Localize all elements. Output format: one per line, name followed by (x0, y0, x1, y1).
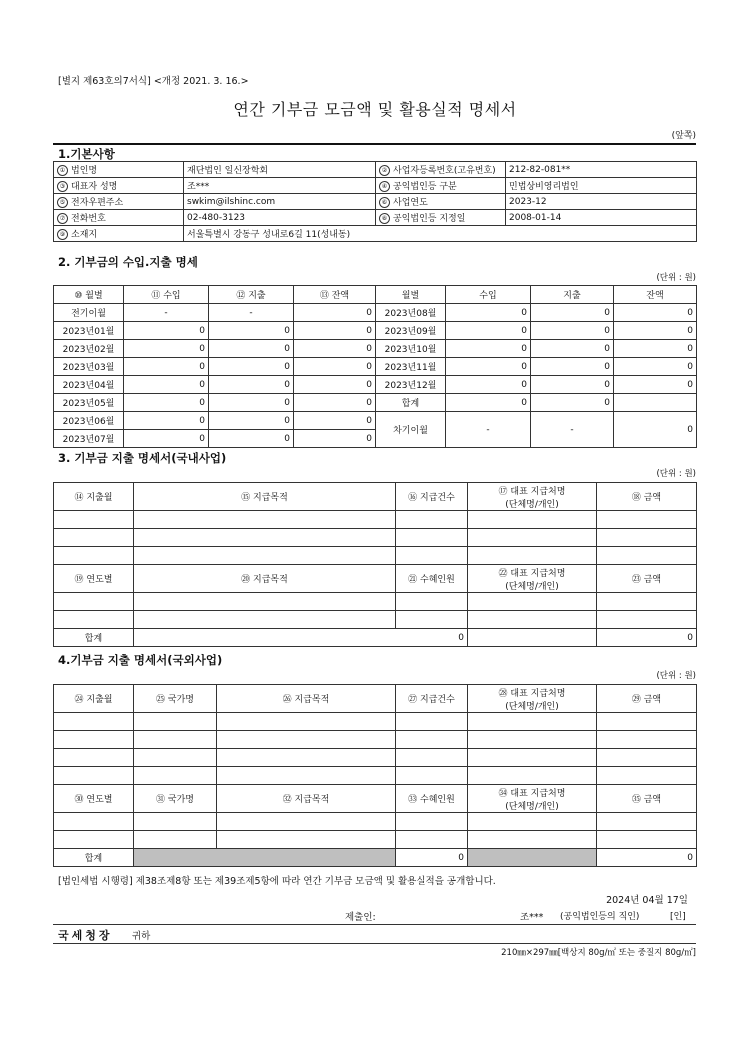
cell: ⑩ 월별 (54, 286, 124, 304)
cell: 2023년03월 (54, 358, 124, 376)
section-3-title: 3. 기부금 지출 명세서(국내사업) (58, 451, 227, 465)
cell (54, 529, 134, 547)
cell (134, 849, 396, 867)
cell: 0 (124, 340, 209, 358)
cell: 0 (209, 358, 294, 376)
header-row (54, 286, 697, 304)
cell (217, 813, 396, 831)
cell: 0 (294, 394, 376, 412)
cell: ㉗ 지급건수 (396, 685, 468, 713)
cell (396, 813, 468, 831)
cell: ⑫ 지출 (209, 286, 294, 304)
cell (597, 529, 697, 547)
overseas-expense-table (53, 684, 697, 867)
cell: 0 (209, 340, 294, 358)
cell (134, 547, 396, 565)
paper-spec: 210㎜×297㎜[백상지 80g/㎡ 또는 중질지 80g/㎡] (501, 948, 696, 958)
section-1-title: 1.기본사항 (58, 147, 115, 161)
section-4-unit: (단위 : 원) (656, 671, 696, 681)
cell (597, 731, 697, 749)
table-row (54, 713, 697, 731)
cell: ㉜ 지급목적 (217, 785, 396, 813)
label-text: 대표자 성명 (71, 182, 118, 192)
front-side-label: (앞쪽) (671, 131, 696, 141)
cell (468, 831, 597, 849)
table-row (54, 731, 697, 749)
cell (54, 831, 134, 849)
section-4-title: 4.기부금 지출 명세서(국외사업) (58, 653, 223, 667)
cell: 2023년08월 (376, 304, 446, 322)
number-circle: ④ (379, 181, 390, 192)
cell: ⑪ 수입 (124, 286, 209, 304)
cell (396, 529, 468, 547)
cell (396, 593, 468, 611)
header-row (54, 685, 697, 713)
cell: 전기이월 (54, 304, 124, 322)
label-cell (376, 210, 506, 226)
cell (134, 593, 396, 611)
recipient-honorific: 귀하 (132, 931, 151, 942)
label-text: 공익법인등 지정일 (393, 214, 466, 224)
cell: ㉕ 국가명 (134, 685, 217, 713)
label-cell (376, 162, 506, 178)
cell: 0 (597, 849, 697, 867)
cell: 월별 (376, 286, 446, 304)
label-text: 소재지 (71, 230, 98, 240)
cell: ㉔ 지출월 (54, 685, 134, 713)
table-row (54, 376, 697, 394)
cell: 2023년10월 (376, 340, 446, 358)
seal-note: (공익법인등의 직인) (560, 912, 640, 922)
table-row (54, 322, 697, 340)
cell: 지출 (531, 286, 614, 304)
page-title: 연간 기부금 모금액 및 활용실적 명세서 (233, 100, 517, 119)
cell (217, 767, 396, 785)
header-cell (468, 483, 597, 511)
cell: 0 (294, 322, 376, 340)
cell: 2008-01-14 (506, 210, 697, 226)
cell: ㉙ 금액 (597, 685, 697, 713)
cell (54, 611, 134, 629)
cell: 재단법인 일신장학회 (184, 162, 376, 178)
cell: 민법상비영리법인 (506, 178, 697, 194)
cell: 0 (446, 322, 531, 340)
label-cell (54, 210, 184, 226)
cell: 합계 (376, 394, 446, 412)
table-row (54, 358, 697, 376)
number-circle: ② (379, 165, 390, 176)
header-line: ⑰ 대표 지급처명 (498, 486, 566, 497)
basic-info-table (53, 161, 697, 242)
table-row (54, 593, 697, 611)
table-row (54, 813, 697, 831)
cell (134, 511, 396, 529)
cell (396, 731, 468, 749)
total-row (54, 629, 697, 647)
cell: 0 (124, 322, 209, 340)
number-circle: ③ (57, 181, 68, 192)
cell (396, 713, 468, 731)
cell (468, 529, 597, 547)
cell: 0 (294, 412, 376, 430)
cell: ㉛ 국가명 (134, 785, 217, 813)
header-line: (단체명/개인) (505, 581, 559, 592)
cell (217, 731, 396, 749)
cell: 0 (531, 322, 614, 340)
table-row (54, 340, 697, 358)
cell: ㉚ 연도별 (54, 785, 134, 813)
cell: 수입 (446, 286, 531, 304)
cell (468, 731, 597, 749)
legal-notice: [법인세법 시행령] 제38조제8항 또는 제39조제5항에 따라 연간 기부금 모금액 및 활용실적을 공개합니다. (58, 876, 496, 887)
cell: 0 (614, 340, 697, 358)
header-row (54, 785, 697, 813)
cell: ㉖ 지급목적 (217, 685, 396, 713)
cell: 0 (531, 376, 614, 394)
table-row (54, 178, 697, 194)
cell: 0 (531, 304, 614, 322)
table-row (54, 226, 697, 242)
cell (468, 813, 597, 831)
cell (396, 767, 468, 785)
cell: ㉟ 금액 (597, 785, 697, 813)
cell: ⑲ 연도별 (54, 565, 134, 593)
cell (597, 713, 697, 731)
cell: 차기이월 (376, 412, 446, 448)
cell: 0 (531, 394, 614, 412)
cell: 0 (124, 412, 209, 430)
cell: 0 (446, 358, 531, 376)
cell (54, 593, 134, 611)
label-text: 전자우편주소 (71, 198, 124, 208)
cell: - (209, 304, 294, 322)
header-cell (468, 685, 597, 713)
cell (134, 713, 217, 731)
cell: 0 (209, 394, 294, 412)
table-row (54, 210, 697, 226)
label-cell (376, 194, 506, 210)
cell: 0 (124, 358, 209, 376)
form-number: [별지 제63호의7서식] <개정 2021. 3. 16.> (58, 76, 249, 87)
table-row (54, 394, 697, 412)
table-row (54, 547, 697, 565)
header-line: (단체명/개인) (505, 701, 559, 712)
cell (597, 511, 697, 529)
cell: 0 (134, 629, 468, 647)
label-text: 사업연도 (393, 198, 428, 208)
cell: 2023년07월 (54, 430, 124, 448)
cell (468, 511, 597, 529)
seal-mark: [인] (670, 912, 686, 922)
label-text: 법인명 (71, 166, 98, 176)
cell: ⑭ 지출월 (54, 483, 134, 511)
cell: 0 (614, 304, 697, 322)
label-cell (54, 178, 184, 194)
cell (134, 749, 217, 767)
cell: 0 (396, 849, 468, 867)
cell: ⑬ 잔액 (294, 286, 376, 304)
label-text: 사업자등록번호(고유번호) (393, 166, 496, 176)
cell: 02-480-3123 (184, 210, 376, 226)
cell: 0 (124, 376, 209, 394)
cell: 2023년09월 (376, 322, 446, 340)
income-expense-table (53, 285, 697, 448)
number-circle: ⑨ (57, 229, 68, 240)
cell: 0 (209, 412, 294, 430)
label-text: 전화번호 (71, 214, 106, 224)
cell: 0 (446, 340, 531, 358)
cell: 0 (209, 322, 294, 340)
total-row (54, 849, 697, 867)
cell: ㉓ 금액 (597, 565, 697, 593)
cell: 0 (446, 394, 531, 412)
cell (134, 767, 217, 785)
cell (217, 713, 396, 731)
cell: 잔액 (614, 286, 697, 304)
cell: 0 (124, 394, 209, 412)
cell (54, 767, 134, 785)
cell (597, 547, 697, 565)
cell: ⑯ 지급건수 (396, 483, 468, 511)
cell: ㉑ 수혜인원 (396, 565, 468, 593)
cell (468, 629, 597, 647)
cell: ㉝ 수혜인원 (396, 785, 468, 813)
header-line: ㉘ 대표 지급처명 (498, 688, 566, 699)
header-line: (단체명/개인) (505, 499, 559, 510)
cell: 2023년12월 (376, 376, 446, 394)
cell: 0 (209, 430, 294, 448)
cell (597, 749, 697, 767)
section-2-title: 2. 기부금의 수입.지출 명세 (58, 255, 198, 269)
section-3-unit: (단위 : 원) (656, 469, 696, 479)
cell (468, 713, 597, 731)
cell: 0 (294, 430, 376, 448)
table-row (54, 611, 697, 629)
cell (396, 511, 468, 529)
domestic-expense-table (53, 482, 697, 647)
cell: - (531, 412, 614, 448)
header-line: ㉒ 대표 지급처명 (498, 568, 566, 579)
cell: 0 (294, 376, 376, 394)
cell (54, 731, 134, 749)
cell: 0 (614, 358, 697, 376)
cell (597, 831, 697, 849)
cell (54, 749, 134, 767)
number-circle: ① (57, 165, 68, 176)
table-row (54, 767, 697, 785)
cell (217, 749, 396, 767)
cell: 조*** (184, 178, 376, 194)
cell: 0 (614, 322, 697, 340)
table-row (54, 194, 697, 210)
cell: 0 (294, 304, 376, 322)
cell (468, 767, 597, 785)
cell (468, 849, 597, 867)
cell: ⑳ 지급목적 (134, 565, 396, 593)
cell (396, 749, 468, 767)
cell (54, 547, 134, 565)
label-cell (54, 162, 184, 178)
cell: 0 (446, 376, 531, 394)
cell: 0 (124, 430, 209, 448)
cell: 0 (597, 629, 697, 647)
header-cell (468, 785, 597, 813)
cell: 0 (531, 358, 614, 376)
number-circle: ⑧ (379, 213, 390, 224)
number-circle: ⑥ (379, 197, 390, 208)
header-row (54, 483, 697, 511)
cell (217, 831, 396, 849)
table-row (54, 304, 697, 322)
cell: 2023년04월 (54, 376, 124, 394)
cell: 0 (531, 340, 614, 358)
cell (134, 831, 217, 849)
cell: 0 (446, 304, 531, 322)
label-cell (54, 194, 184, 210)
cell (134, 611, 396, 629)
table-row (54, 412, 697, 430)
cell: 0 (294, 340, 376, 358)
cell (468, 593, 597, 611)
table-row (54, 831, 697, 849)
cell: ⑱ 금액 (597, 483, 697, 511)
cell (54, 713, 134, 731)
section-2-unit: (단위 : 원) (656, 273, 696, 283)
cell: 0 (294, 358, 376, 376)
cell: ⑮ 지급목적 (134, 483, 396, 511)
label-text: 공익법인등 구분 (393, 182, 457, 192)
cell (396, 611, 468, 629)
cell (134, 731, 217, 749)
cell: 2023년02월 (54, 340, 124, 358)
cell: 2023-12 (506, 194, 697, 210)
cell: 0 (614, 412, 697, 448)
recipient: 국세청장 (58, 929, 113, 942)
cell: - (446, 412, 531, 448)
cell (54, 511, 134, 529)
cell (468, 749, 597, 767)
cell (134, 813, 217, 831)
cell (597, 813, 697, 831)
cell (54, 813, 134, 831)
cell (396, 831, 468, 849)
submitter-name: 조*** (520, 912, 544, 923)
cell: swkim@ilshinc.com (184, 194, 376, 210)
cell: - (124, 304, 209, 322)
cell (597, 611, 697, 629)
label-cell (54, 226, 184, 242)
submitter-label: 제출인: (345, 912, 376, 923)
cell: 0 (209, 376, 294, 394)
cell: 합계 (54, 629, 134, 647)
table-row (54, 529, 697, 547)
number-circle: ⑦ (57, 213, 68, 224)
cell: 서울특별시 강동구 성내로6길 11(성내동) (184, 226, 697, 242)
cell: 2023년06월 (54, 412, 124, 430)
cell (134, 529, 396, 547)
cell: 2023년05월 (54, 394, 124, 412)
number-circle: ⑤ (57, 197, 68, 208)
label-cell (376, 178, 506, 194)
cell: 합계 (54, 849, 134, 867)
cell (468, 611, 597, 629)
cell: 2023년11월 (376, 358, 446, 376)
cell (614, 394, 697, 412)
cell (597, 767, 697, 785)
cell: 0 (614, 376, 697, 394)
cell (468, 547, 597, 565)
header-cell (468, 565, 597, 593)
header-line: ㉞ 대표 지급처명 (498, 788, 566, 799)
cell (396, 547, 468, 565)
submission-date: 2024년 04월 17일 (606, 895, 688, 906)
table-row (54, 511, 697, 529)
cell (597, 593, 697, 611)
cell: 2023년01월 (54, 322, 124, 340)
table-row (54, 162, 697, 178)
table-row (54, 749, 697, 767)
header-line: (단체명/개인) (505, 801, 559, 812)
header-row (54, 565, 697, 593)
cell: 212-82-081** (506, 162, 697, 178)
